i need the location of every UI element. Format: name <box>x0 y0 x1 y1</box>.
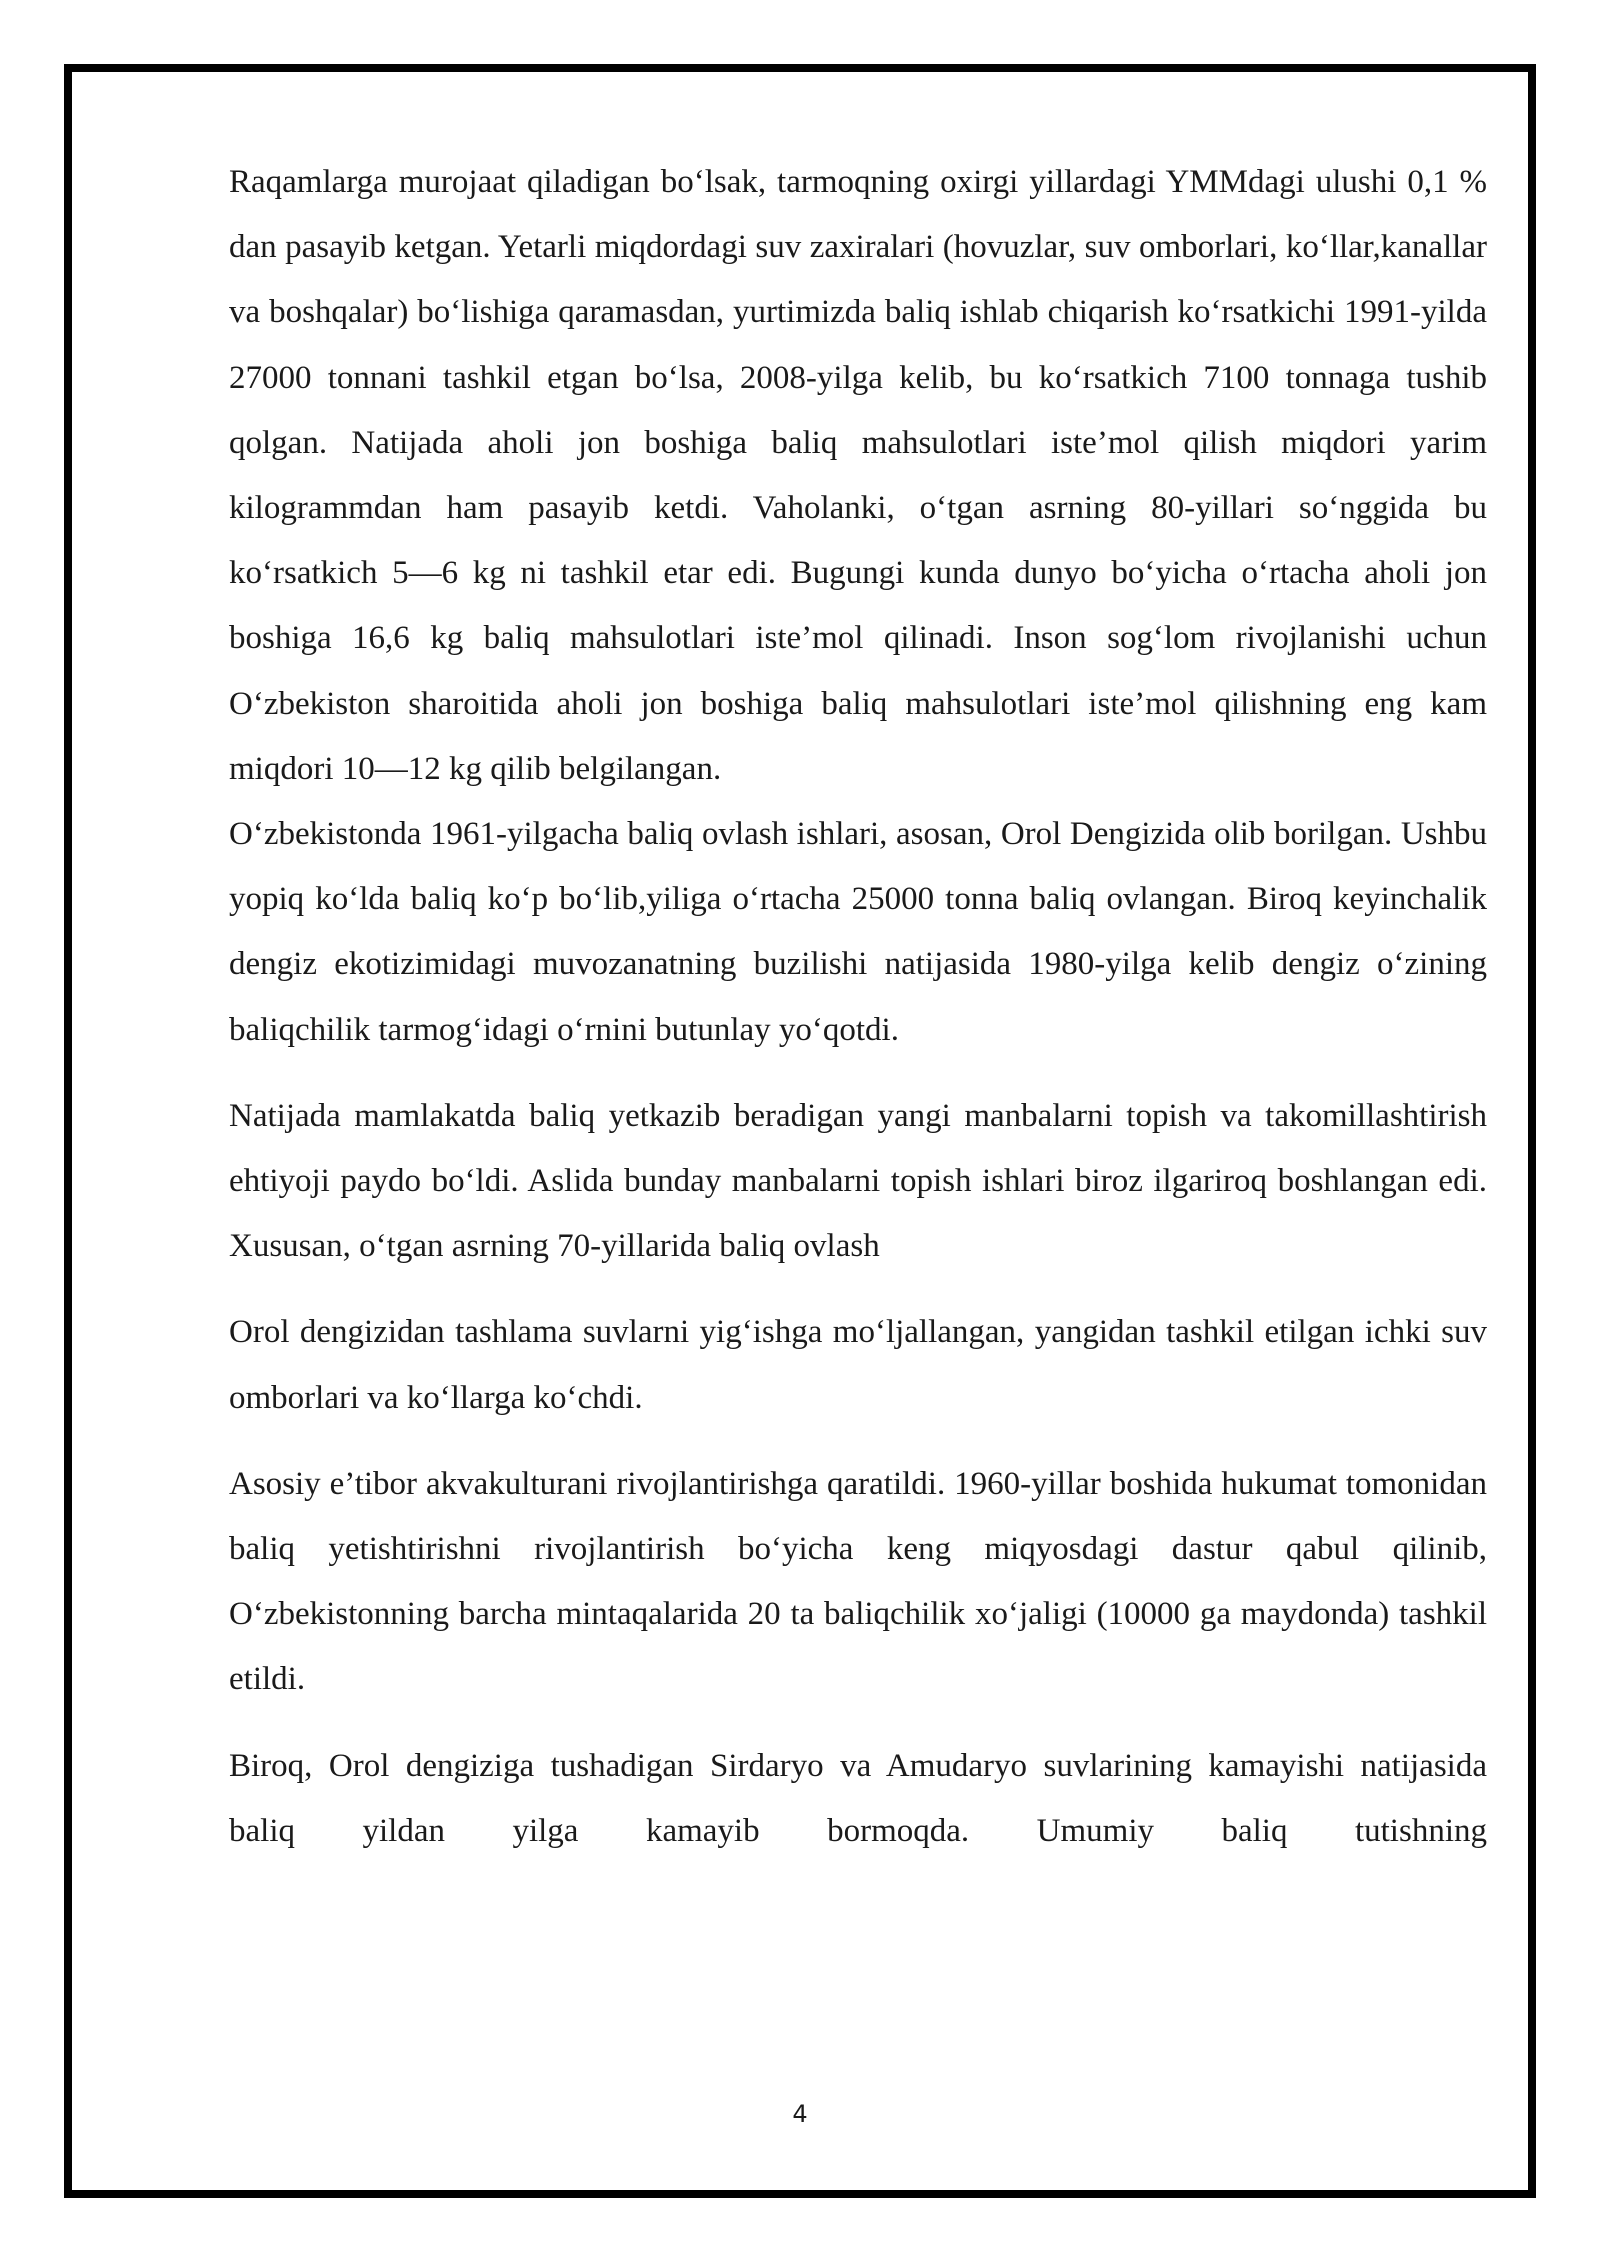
paragraph-1: Raqamlarga murojaat qiladigan bo‘lsak, tarmoqning oxirgi yillardagi YMMdagi ulushi 0,1 % dan pasayib ketgan. Yetarli miqdordagi suv zaxiralari (hovuzlar, suv omborlari, ko‘llar,kanallar va boshqalar) bo‘lishiga qaramasdan, yurtimizda baliq ishlab chiqarish ko‘rsatkichi 1991-yilda 27000 tonnani tashkil etgan bo‘lsa, 2008-yilga kelib, bu ko‘rsatkich 7100 tonnaga tushib qolgan. Natijada aholi jon boshiga baliq mahsulotlari iste’mol qilish miqdori yarim kilogrammdan ham pasayib ketdi. Vaholanki, o‘tgan asrning 80-yillari so‘nggida bu ko‘rsatkich 5—6 kg ni tashkil etar edi. Bugungi kunda dunyo bo‘yicha o‘rtacha aholi jon boshiga 16,6 kg baliq mahsulotlari iste’mol qilinadi. Inson sog‘lom rivojlanishi uchun O‘zbekiston sharoitida aholi jon boshiga baliq mahsulotlari iste’mol qilishning eng kam miqdori 10—12 kg qilib belgilangan. <box>229 164 1487 787</box>
paragraph-6: Biroq, Orol dengiziga tushadigan Sirdaryo va Amudaryo suvlarining kamayishi natijasida baliq yildan yilga kamayib bormoqda. Umumiy baliq tutishning <box>229 1747 1487 1849</box>
document-body <box>229 150 1487 1864</box>
paragraph-5: Asosiy e’tibor akvakulturani rivojlantirishga qaratildi. 1960-yillar boshida hukumat tomonidan baliq yetishtirishni rivojlantirish bo‘yicha keng miqyosdagi dastur qabul qilinib, O‘zbekistonning barcha mintaqalarida 20 ta baliqchilik xo‘jaligi (10000 ga maydonda) tashkil etildi. <box>229 1465 1487 1698</box>
page-number: 4 <box>792 2100 808 2128</box>
paragraph-2: O‘zbekistonda 1961-yilgacha baliq ovlash ishlari, asosan, Orol Dengizida olib borilgan. Ushbu yopiq ko‘lda baliq ko‘p bo‘lib,yiliga o‘rtacha 25000 tonna baliq ovlangan. Biroq keyinchalik dengiz ekotizimidagi muvozanatning buzilishi natijasida 1980-yilga kelib dengiz o‘zining baliqchilik tarmog‘idagi o‘rnini butunlay yo‘qotdi. <box>229 816 1487 1048</box>
paragraph-3: Natijada mamlakatda baliq yetkazib beradigan yangi manbalarni topish va takomillashtirish ehtiyoji paydo bo‘ldi. Aslida bunday manbalarni topish ishlari biroz ilgariroq boshlangan edi. Xususan, o‘tgan asrning 70-yillarida baliq ovlash <box>229 1097 1487 1265</box>
paragraph-4: Orol dengizidan tashlama suvlarni yig‘ishga mo‘ljallangan, yangidan tashkil etilgan ichki suv omborlari va ko‘llarga ko‘chdi. <box>229 1314 1487 1416</box>
